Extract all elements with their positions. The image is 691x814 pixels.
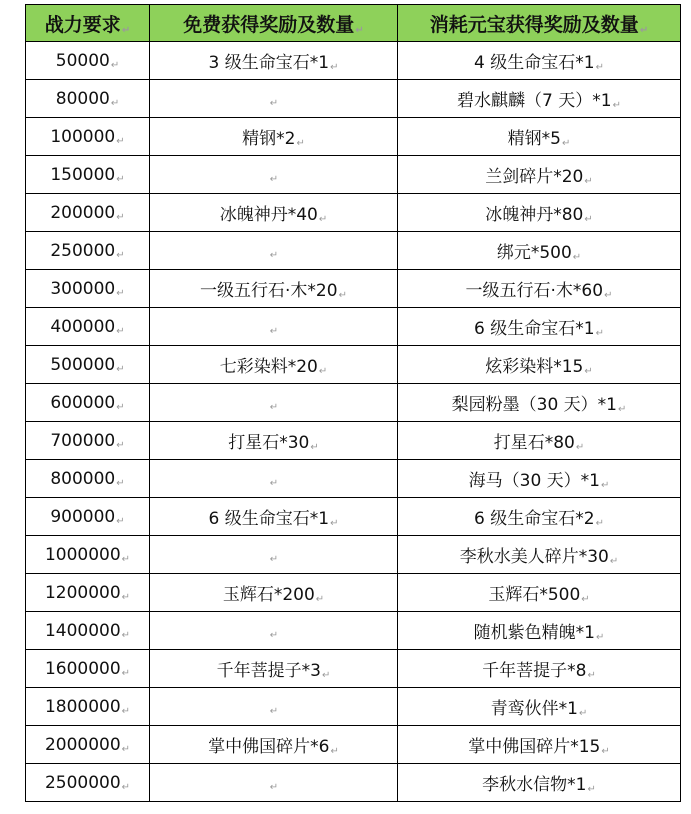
free-reward-cell [150,194,398,232]
table-row [26,194,681,232]
paid-reward-cell [398,650,681,688]
paragraph-mark: ↵ [116,439,125,451]
free-reward-cell [150,80,398,118]
paragraph-mark: ↵ [116,363,125,375]
paragraph-mark: ↵ [604,290,613,301]
paid-reward-cell-text: 梨园粉墨（30 天）*1 [451,395,617,415]
paragraph-mark: ↵ [601,746,610,757]
paragraph-mark: ↵ [110,97,120,109]
paragraph-mark: ↵ [121,667,131,679]
header-power: 战力要求↵ [26,5,150,42]
paragraph-mark: ↵ [269,477,279,489]
paragraph-mark: ↵ [330,518,339,529]
free-reward-cell-text: 玉辉石*200 [222,585,315,605]
paid-reward-cell-text: 兰剑碎片*20 [485,167,584,187]
power-cell [26,156,150,194]
paragraph-mark: ↵ [584,366,593,377]
paid-reward-cell-text: 4 级生命宝石*1 [474,53,595,73]
paragraph-mark: ↵ [116,325,125,337]
paragraph-mark: ↵ [561,138,571,149]
free-reward-cell [150,232,398,270]
paragraph-mark: ↵ [121,705,131,717]
paid-reward-cell [398,384,681,422]
power-cell-text: 800000 [50,468,116,489]
paid-reward-cell [398,308,681,346]
power-cell [26,612,150,650]
free-reward-cell [150,688,398,726]
power-cell-text: 1600000 [44,658,121,679]
free-reward-cell-text: 6 级生命宝石*1 [208,509,330,529]
power-cell [26,764,150,802]
paragraph-mark: ↵ [269,553,279,565]
paragraph-mark: ↵ [595,518,604,529]
power-cell-text: 600000 [50,392,116,413]
power-cell [26,194,150,232]
paid-reward-cell-text: 碧水麒麟（7 天）*1 [457,91,612,111]
table-header-row [26,5,681,42]
table-row [26,156,681,194]
paid-reward-cell [398,270,681,308]
free-reward-cell [150,422,398,460]
paragraph-mark: ↵ [315,594,325,605]
paragraph-mark: ↵ [121,629,131,641]
table-row [26,764,681,802]
table-body [26,42,681,802]
paid-reward-cell-text: 掌中佛国碎片*15 [468,737,601,757]
paragraph-mark: ↵ [617,404,627,415]
free-reward-cell [150,384,398,422]
power-cell-text: 1200000 [44,582,121,603]
paid-reward-cell-text: 冰魄神丹*80 [485,205,584,225]
paragraph-mark: ↵ [587,784,596,795]
paid-reward-cell-text: 打星石*80 [493,433,575,453]
paid-reward-cell [398,118,681,156]
free-reward-cell [150,764,398,802]
paragraph-mark: ↵ [116,249,125,261]
power-cell-text: 250000 [50,240,116,261]
paragraph-mark: ↵ [269,705,279,717]
free-reward-cell [150,270,398,308]
power-cell [26,232,150,270]
paid-reward-cell-text: 炫彩染料*15 [485,357,584,377]
power-cell-text: 400000 [50,316,116,337]
paid-reward-cell-text: 青鸾伙伴*1 [490,699,578,719]
paragraph-mark: ↵ [269,325,279,337]
paid-reward-cell [398,612,681,650]
paid-reward-cell-text: 一级五行石·木*60 [465,281,604,301]
paragraph-mark: ↵ [269,781,279,793]
paragraph-mark: ↵ [121,781,131,793]
power-cell [26,42,150,80]
table-row [26,42,681,80]
power-cell-text: 500000 [50,354,116,375]
power-cell [26,346,150,384]
paragraph-mark: ↵ [116,287,125,299]
paragraph-mark: ↵ [296,138,305,149]
power-cell-text: 200000 [50,202,116,223]
power-cell [26,118,150,156]
paragraph-mark: ↵ [116,173,125,185]
paragraph-mark: ↵ [587,670,596,681]
free-reward-cell-text: 打星石*30 [228,433,310,453]
power-cell [26,384,150,422]
free-reward-cell [150,536,398,574]
table-row [26,422,681,460]
reward-table [25,4,681,802]
free-reward-cell-text: 3 级生命宝石*1 [208,53,330,73]
paid-reward-cell [398,688,681,726]
free-reward-cell-text: 掌中佛国碎片*6 [208,737,330,757]
free-reward-cell [150,308,398,346]
free-reward-cell [150,650,398,688]
paid-reward-cell-text: 李秋水信物*1 [482,775,587,795]
power-cell [26,498,150,536]
power-cell-text: 100000 [50,126,116,147]
paid-reward-cell-text: 玉辉石*500 [488,585,581,605]
paragraph-mark: ↵ [269,249,279,261]
paragraph-mark: ↵ [269,173,279,185]
free-reward-cell [150,498,398,536]
free-reward-cell [150,460,398,498]
table-row [26,498,681,536]
paragraph-mark: ↵ [600,480,610,491]
paragraph-mark: ↵ [609,556,619,567]
paid-reward-cell [398,156,681,194]
table-row [26,80,681,118]
paid-reward-cell [398,80,681,118]
paragraph-mark: ↵ [110,59,120,71]
paragraph-mark: ↵ [578,708,588,719]
power-cell-text: 2500000 [44,772,121,793]
paragraph-mark: ↵ [269,629,279,641]
free-reward-cell [150,118,398,156]
paragraph-mark: ↵ [269,401,279,413]
paragraph-mark: ↵ [595,632,605,643]
paragraph-mark: ↵ [330,746,339,757]
paragraph-mark: ↵ [121,553,131,565]
free-reward-cell-text: 七彩染料*20 [219,357,318,377]
free-reward-cell [150,42,398,80]
table-row [26,574,681,612]
paid-reward-cell [398,346,681,384]
paragraph-mark: ↵ [338,290,347,301]
power-cell-text: 700000 [50,430,116,451]
header-free-reward: 免费获得奖励及数量↵ [150,5,398,42]
paragraph-mark: ↵ [575,442,585,453]
paragraph-mark: ↵ [116,477,125,489]
table-row [26,232,681,270]
paragraph-mark: ↵ [612,100,621,111]
paid-reward-cell [398,536,681,574]
paid-reward-cell [398,726,681,764]
paragraph-mark: ↵ [116,515,125,527]
paid-reward-cell-text: 随机紫色精魄*1 [473,623,595,643]
power-cell [26,726,150,764]
free-reward-cell-text: 精钢*2 [242,129,296,149]
power-cell [26,80,150,118]
power-cell-text: 1800000 [44,696,121,717]
paid-reward-cell-text: 精钢*5 [507,129,561,149]
table-row [26,384,681,422]
paragraph-mark: ↵ [310,442,319,453]
table-row [26,308,681,346]
paid-reward-cell-text: 6 级生命宝石*2 [474,509,595,529]
paragraph-mark: ↵ [572,252,582,263]
paid-reward-cell [398,764,681,802]
header-paid-reward: 消耗元宝获得奖励及数量↵ [398,5,681,42]
power-cell-text: 2000000 [44,734,121,755]
power-cell [26,308,150,346]
paid-reward-cell-text: 海马（30 天）*1 [468,471,600,491]
paid-reward-cell [398,232,681,270]
paragraph-mark: ↵ [116,135,125,147]
table-row [26,346,681,384]
paid-reward-cell-text: 李秋水美人碎片*30 [459,547,609,567]
power-cell [26,688,150,726]
power-cell-text: 1400000 [44,620,121,641]
paragraph-mark: ↵ [330,62,339,73]
paragraph-mark: ↵ [318,214,328,225]
free-reward-cell-text: 一级五行石·木*20 [200,281,338,301]
power-cell-text: 80000 [55,88,110,109]
free-reward-cell [150,156,398,194]
paragraph-mark: ↵ [318,366,328,377]
table-row [26,688,681,726]
paragraph-mark: ↵ [121,591,131,603]
power-cell [26,270,150,308]
table-row [26,650,681,688]
paragraph-mark: ↵ [595,62,604,73]
paragraph-mark: ↵ [581,594,590,605]
paragraph-mark: ↵ [116,401,125,413]
table-row [26,270,681,308]
table-row [26,460,681,498]
free-reward-cell [150,346,398,384]
power-cell [26,574,150,612]
paragraph-mark: ↵ [269,97,279,109]
paid-reward-cell [398,460,681,498]
paid-reward-cell [398,42,681,80]
paid-reward-cell-text: 6 级生命宝石*1 [474,319,595,339]
free-reward-cell [150,612,398,650]
power-cell-text: 150000 [50,164,116,185]
paragraph-mark: ↵ [584,176,593,187]
power-cell [26,460,150,498]
paragraph-mark: ↵ [584,214,593,225]
paid-reward-cell [398,498,681,536]
paid-reward-cell-text: 千年菩提子*8 [482,661,587,681]
paragraph-mark: ↵ [321,670,331,681]
table-row [26,118,681,156]
power-cell [26,650,150,688]
power-cell [26,422,150,460]
free-reward-cell-text: 千年菩提子*3 [216,661,321,681]
table-row [26,726,681,764]
paragraph-mark: ↵ [121,743,131,755]
power-cell-text: 50000 [55,50,110,71]
power-cell [26,536,150,574]
power-cell-text: 900000 [50,506,116,527]
paid-reward-cell [398,194,681,232]
paragraph-mark: ↵ [595,328,604,339]
power-cell-text: 1000000 [44,544,121,565]
free-reward-cell [150,726,398,764]
table-row [26,612,681,650]
paragraph-mark: ↵ [116,211,125,223]
paid-reward-cell [398,422,681,460]
power-cell-text: 300000 [50,278,116,299]
free-reward-cell [150,574,398,612]
free-reward-cell-text: 冰魄神丹*40 [219,205,318,225]
table-row [26,536,681,574]
paid-reward-cell-text: 绑元*500 [496,243,572,263]
paid-reward-cell [398,574,681,612]
